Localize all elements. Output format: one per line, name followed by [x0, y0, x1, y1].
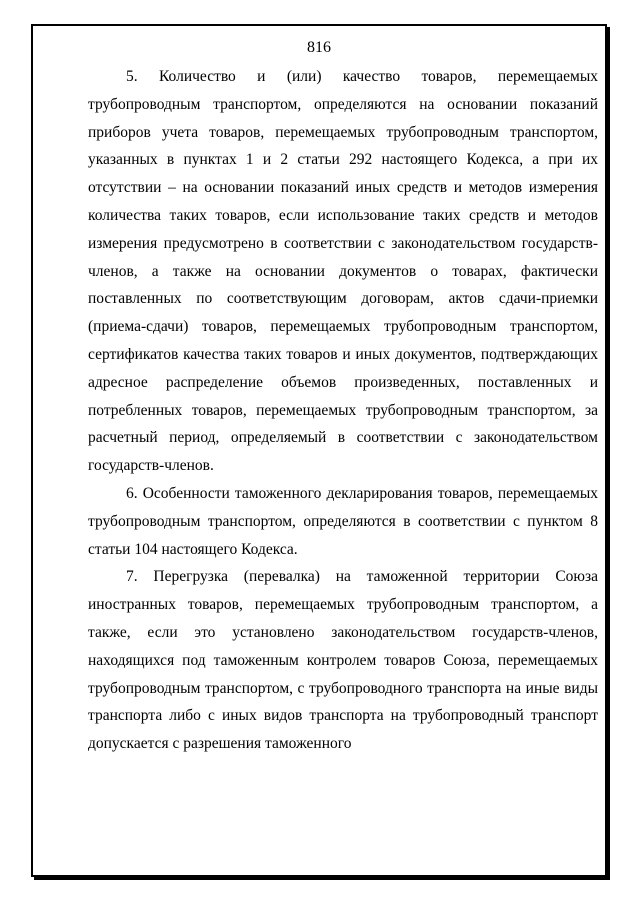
paragraph-5: 5. Количество и (или) качество товаров, перемещаемых трубопроводным транспортом, определяются на основании показаний приборов учета товаров, перемещаемых трубопроводным транспортом, указанных в пунктах 1 и 2 статьи 292 настоящего Кодекса, а при их отсутствии – на основании показаний иных средств и методов измерения количества таких товаров, если использование таких средств и методов измерения предусмотрено в соответствии с законодательством государств-членов, а также на основании документов о товарах, фактически поставленных по соответствующим договорам, актов сдачи-приемки (приема-сдачи) товаров, перемещаемых трубопроводным транспортом, сертификатов качества таких товаров и иных документов, подтверждающих адресное распределение объемов произведенных, поставленных и потребленных товаров, перемещаемых трубопроводным транспортом, за расчетный период, определяемый в соответствии с законодательством государств-членов.	[88, 68, 598, 475]
document-body	[88, 63, 598, 758]
paragraph-7: 7. Перегрузка (перевалка) на таможенной территории Союза иностранных товаров, перемещаемых трубопроводным транспортом, а также, если это установлено законодательством государств-членов, находящихся под таможенным контролем товаров Союза, перемещаемых трубопроводным транспортом, с трубопроводного транспорта на иные виды транспорта либо с иных видов транспорта на трубопроводный транспорт допускается с разрешения таможенного	[88, 568, 598, 753]
page-number: 816	[307, 39, 331, 56]
paragraph-6: 6. Особенности таможенного декларирования товаров, перемещаемых трубопроводным транспортом, определяются в соответствии с пунктом 8 статьи 104 настоящего Кодекса.	[88, 484, 598, 558]
page-frame	[31, 24, 607, 877]
